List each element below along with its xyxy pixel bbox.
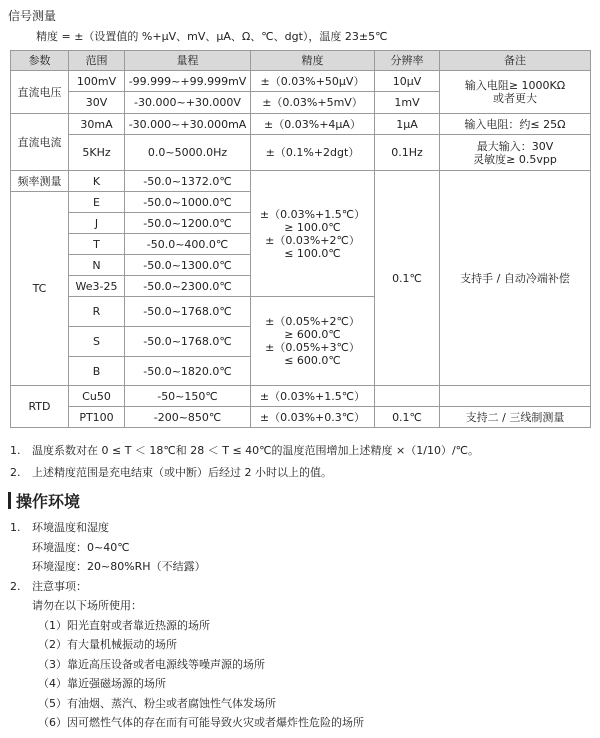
span-cell: -50.0~1372.0℃ <box>125 171 251 192</box>
list-item: （1）阳光直射或者靠近热源的场所 <box>38 618 210 632</box>
env-humidity: 环境湿度：20~80%RH（不结露） <box>32 560 206 573</box>
footnote-number: 2. <box>10 466 21 479</box>
note-cell: 支持手 / 自动冷端补偿 <box>440 171 591 386</box>
note-cell: 输入电阻：约≤ 25Ω <box>440 114 591 135</box>
range-cell: B <box>69 357 125 386</box>
range-cell: 30V <box>69 92 125 114</box>
range-cell: E <box>69 192 125 213</box>
param-cell: 直流电压 <box>11 71 69 114</box>
range-cell: J <box>69 213 125 234</box>
span-cell: -30.000~+30.000V <box>125 92 251 114</box>
footnote-item <box>10 440 479 462</box>
resolution-cell: 0.1℃ <box>375 407 440 428</box>
item-title: 注意事项： <box>32 579 87 593</box>
section-title: 信号测量 <box>8 9 57 23</box>
env-title: 操作环境 <box>16 492 81 511</box>
param-cell: TC <box>11 192 69 386</box>
range-cell: N <box>69 255 125 276</box>
resolution-cell: 1μA <box>375 114 440 135</box>
table-row <box>11 114 591 135</box>
accuracy-cell: ±（0.03%+1.5℃） <box>251 386 375 407</box>
footnote-text: 温度系数对在 0 ≤ T ＜ 18℃和 28 ＜ T ≤ 40℃的温度范围增加上述精度 ×（1/10）/℃。 <box>32 444 480 457</box>
list-item: （3）靠近高压设备或者电源线等噪声源的场所 <box>38 657 265 671</box>
item-title: 环境温度和湿度 <box>32 521 109 534</box>
list-item: （5）有油烟、蒸汽、粉尘或者腐蚀性气体发场所 <box>38 696 276 710</box>
note-cell: 支持二 / 三线制测量 <box>440 407 591 428</box>
list-item: （4）靠近强磁场源的场所 <box>38 677 166 690</box>
param-cell: 频率测量 <box>11 171 69 192</box>
table-header-row <box>11 51 591 71</box>
accuracy-cell: ±（0.1%+2dgt） <box>251 135 375 171</box>
accuracy-cell: ±（0.03%+1.5℃） ≥ 100.0℃ ±（0.03%+2℃） ≤ 100.0℃ <box>251 171 375 297</box>
note-cell <box>440 386 591 407</box>
range-cell: 30mA <box>69 114 125 135</box>
note-cell: 最大输入：30V 灵敏度≥ 0.5vpp <box>440 135 591 171</box>
accuracy-cell: ±（0.03%+50μV） <box>251 71 375 92</box>
span-cell: -50.0~1300.0℃ <box>125 255 251 276</box>
range-cell: R <box>69 297 125 327</box>
note-cell: 输入电阻≥ 1000KΩ 或者更大 <box>440 71 591 114</box>
resolution-cell: 0.1Hz <box>375 135 440 171</box>
resolution-cell: 0.1℃ <box>375 171 440 386</box>
col-header: 精度 <box>251 51 375 71</box>
heading-bar <box>8 492 11 509</box>
footnote-number: 1. <box>10 444 21 457</box>
span-cell: 0.0~5000.0Hz <box>125 135 251 171</box>
span-cell: -50.0~1200.0℃ <box>125 213 251 234</box>
item-number: 2. <box>10 579 21 593</box>
footnote-item <box>10 462 479 484</box>
col-header: 量程 <box>125 51 251 71</box>
range-cell: We3-25 <box>69 276 125 297</box>
span-cell: -30.000~+30.000mA <box>125 114 251 135</box>
span-cell: -99.999~+99.999mV <box>125 71 251 92</box>
col-header: 分辨率 <box>375 51 440 71</box>
table-row <box>11 135 591 171</box>
range-cell: S <box>69 327 125 357</box>
footnotes <box>10 440 479 484</box>
span-cell: -200~850℃ <box>125 407 251 428</box>
col-header: 备注 <box>440 51 591 71</box>
range-cell: Cu50 <box>69 386 125 407</box>
spec-table <box>10 50 591 428</box>
accuracy-cell: ±（0.03%+4μA） <box>251 114 375 135</box>
span-cell: -50~150℃ <box>125 386 251 407</box>
range-cell: 5KHz <box>69 135 125 171</box>
col-header: 范围 <box>69 51 125 71</box>
accuracy-cell: ±（0.03%+5mV） <box>251 92 375 114</box>
range-cell: PT100 <box>69 407 125 428</box>
span-cell: -50.0~1768.0℃ <box>125 297 251 327</box>
env-section-heading <box>8 489 80 512</box>
env-item-2 <box>10 577 364 597</box>
span-cell: -50.0~2300.0℃ <box>125 276 251 297</box>
env-item-1 <box>10 518 364 538</box>
span-cell: -50.0~1000.0℃ <box>125 192 251 213</box>
table-row <box>11 171 591 192</box>
resolution-cell: 1mV <box>375 92 440 114</box>
span-cell: -50.0~1768.0℃ <box>125 327 251 357</box>
resolution-cell: 10μV <box>375 71 440 92</box>
span-cell: -50.0~1820.0℃ <box>125 357 251 386</box>
span-cell: -50.0~400.0℃ <box>125 234 251 255</box>
table-row <box>11 71 591 92</box>
range-cell: T <box>69 234 125 255</box>
item-number: 1. <box>10 521 21 534</box>
list-item: （6）因可燃性气体的存在而有可能导致火灾或者爆炸性危险的场所 <box>38 716 364 729</box>
accuracy-cell: ±（0.05%+2℃） ≥ 600.0℃ ±（0.05%+3℃） ≤ 600.0℃ <box>251 297 375 386</box>
param-cell: 直流电流 <box>11 114 69 171</box>
table-row <box>11 407 591 428</box>
range-cell: 100mV <box>69 71 125 92</box>
range-cell: K <box>69 171 125 192</box>
footnote-text: 上述精度范围是充电结束（或中断）后经过 2 小时以上的值。 <box>32 466 332 479</box>
env-temp: 环境温度：0~40℃ <box>32 540 130 554</box>
list-item: （2）有大量机械振动的场所 <box>38 638 177 651</box>
param-cell: RTD <box>11 386 69 428</box>
accuracy-note: 精度 = ±（设置值的 %+μV、mV、μA、Ω、℃、dgt），温度 23±5℃ <box>36 30 388 43</box>
env-section <box>10 518 364 733</box>
table-row <box>11 386 591 407</box>
accuracy-cell: ±（0.03%+0.3℃） <box>251 407 375 428</box>
col-header: 参数 <box>11 51 69 71</box>
env-intro: 请勿在以下场所使用： <box>32 599 142 612</box>
resolution-cell <box>375 386 440 407</box>
